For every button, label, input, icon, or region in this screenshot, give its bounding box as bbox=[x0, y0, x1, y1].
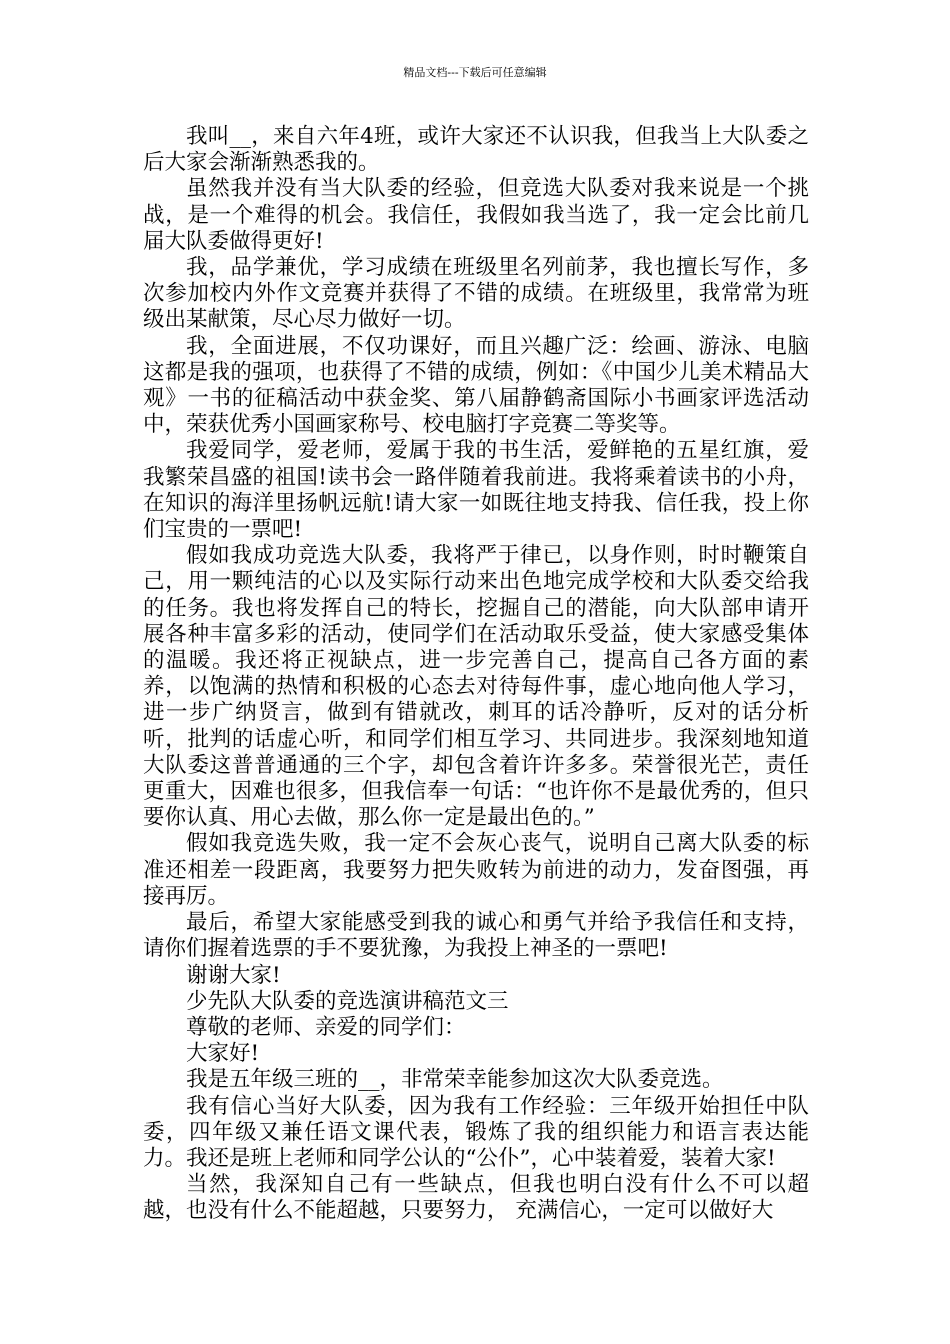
paragraph-challenge: 虽然我并没有当大队委的经验，但竞选大队委对我来说是一个挑战，是一个难得的机会。我信任，我假如我当选了，我一定会比前几届大队委做得更好! bbox=[143, 176, 809, 254]
document-body bbox=[143, 124, 809, 1225]
paragraph-experience: 我有信心当好大队委，因为我有工作经验：三年级开始担任中队委，四年级又兼任语文课代表，锻炼了我的组织能力和语言表达能力。我还是班上老师和同学公认的“公仆”，心中装着爱，装着大家! bbox=[143, 1093, 809, 1171]
paragraph-thanks: 谢谢大家! bbox=[186, 962, 281, 988]
paragraph-closing: 最后，希望大家能感受到我的诚心和勇气并给予我信任和支持，请你们握着选票的手不要犹豫，为我投上神圣的一票吧! bbox=[143, 910, 809, 962]
paragraph-academics: 我，品学兼优，学习成绩在班级里名列前茅，我也擅长写作，多次参加校内外作文竞赛并获得了不错的成绩。在班级里，我常常为班级出某献策，尽心尽力做好一切。 bbox=[143, 255, 809, 333]
paragraph-intro: 我叫__，来自六年4班，或许大家还不认识我，但我当上大队委之后大家会渐渐熟悉我的。 bbox=[143, 124, 809, 176]
paragraph-if-failed: 假如我竞选失败，我一定不会灰心丧气，说明自己离大队委的标准还相差一段距离，我要努力把失败转为前进的动力，发奋图强，再接再厉。 bbox=[143, 831, 809, 909]
paragraph-interests: 我，全面进展，不仅功课好，而且兴趣广泛：绘画、游泳、电脑这都是我的强项，也获得了不错的成绩，例如：《中国少儿美术精品大观》一书的征稿活动中获金奖、第八届静鹤斋国际小书画家评选活动中，荣获优秀小国画家称号、校电脑打字竞赛二等奖等。 bbox=[143, 333, 809, 438]
section-title: 少先队大队委的竞选演讲稿范文三 bbox=[186, 988, 509, 1014]
paragraph-greeting: 大家好! bbox=[186, 1041, 260, 1067]
paragraph-love: 我爱同学，爱老师，爱属于我的书生活，爱鲜艳的五星红旗，爱我繁荣昌盛的祖国!读书会一路伴随着我前进。我将乘着读书的小舟，在知识的海洋里扬帆远航!请大家一如既往地支持我、信任我，投上你们宝贵的一票吧! bbox=[143, 438, 809, 543]
paragraph-salutation: 尊敬的老师、亲爱的同学们： bbox=[186, 1014, 466, 1040]
paragraph-self-intro: 我是五年级三班的__，非常荣幸能参加这次大队委竞选。 bbox=[186, 1067, 724, 1093]
paragraph-shortcomings: 当然，我深知自己有一些缺点，但我也明白没有什么不可以超越，也没有什么不能超越，只要努力， 充满信心，一定可以做好大 bbox=[143, 1172, 809, 1224]
page-header: 精品文档---下载后可任意编辑 bbox=[403, 66, 547, 79]
paragraph-if-elected: 假如我成功竞选大队委，我将严于律已，以身作则，时时鞭策自己，用一颗纯洁的心以及实际行动来出色地完成学校和大队委交给我的任务。我也将发挥自己的特长，挖掘自己的潜能，向大队部申请开展各种丰富多彩的活动，使同学们在活动取乐受益，使大家感受集体的温暖。我还将正视缺点，进一步完善自己，提高自己各方面的素养，以饱满的热情和积极的心态去对待每件事，虚心地向他人学习，进一步广纳贤言，做到有错就改，刺耳的话冷静听，反对的话分析听，批判的话虚心听，和同学们相互学习、共同进步。我深刻地知道大队委这普普通通的三个字，却包含着许许多多。荣誉很光芒，责任更重大，因难也很多，但我信奉一句话：“也许你不是最优秀的，但只要你认真、用心去做，那么你一定是最出色的。” bbox=[143, 543, 809, 831]
